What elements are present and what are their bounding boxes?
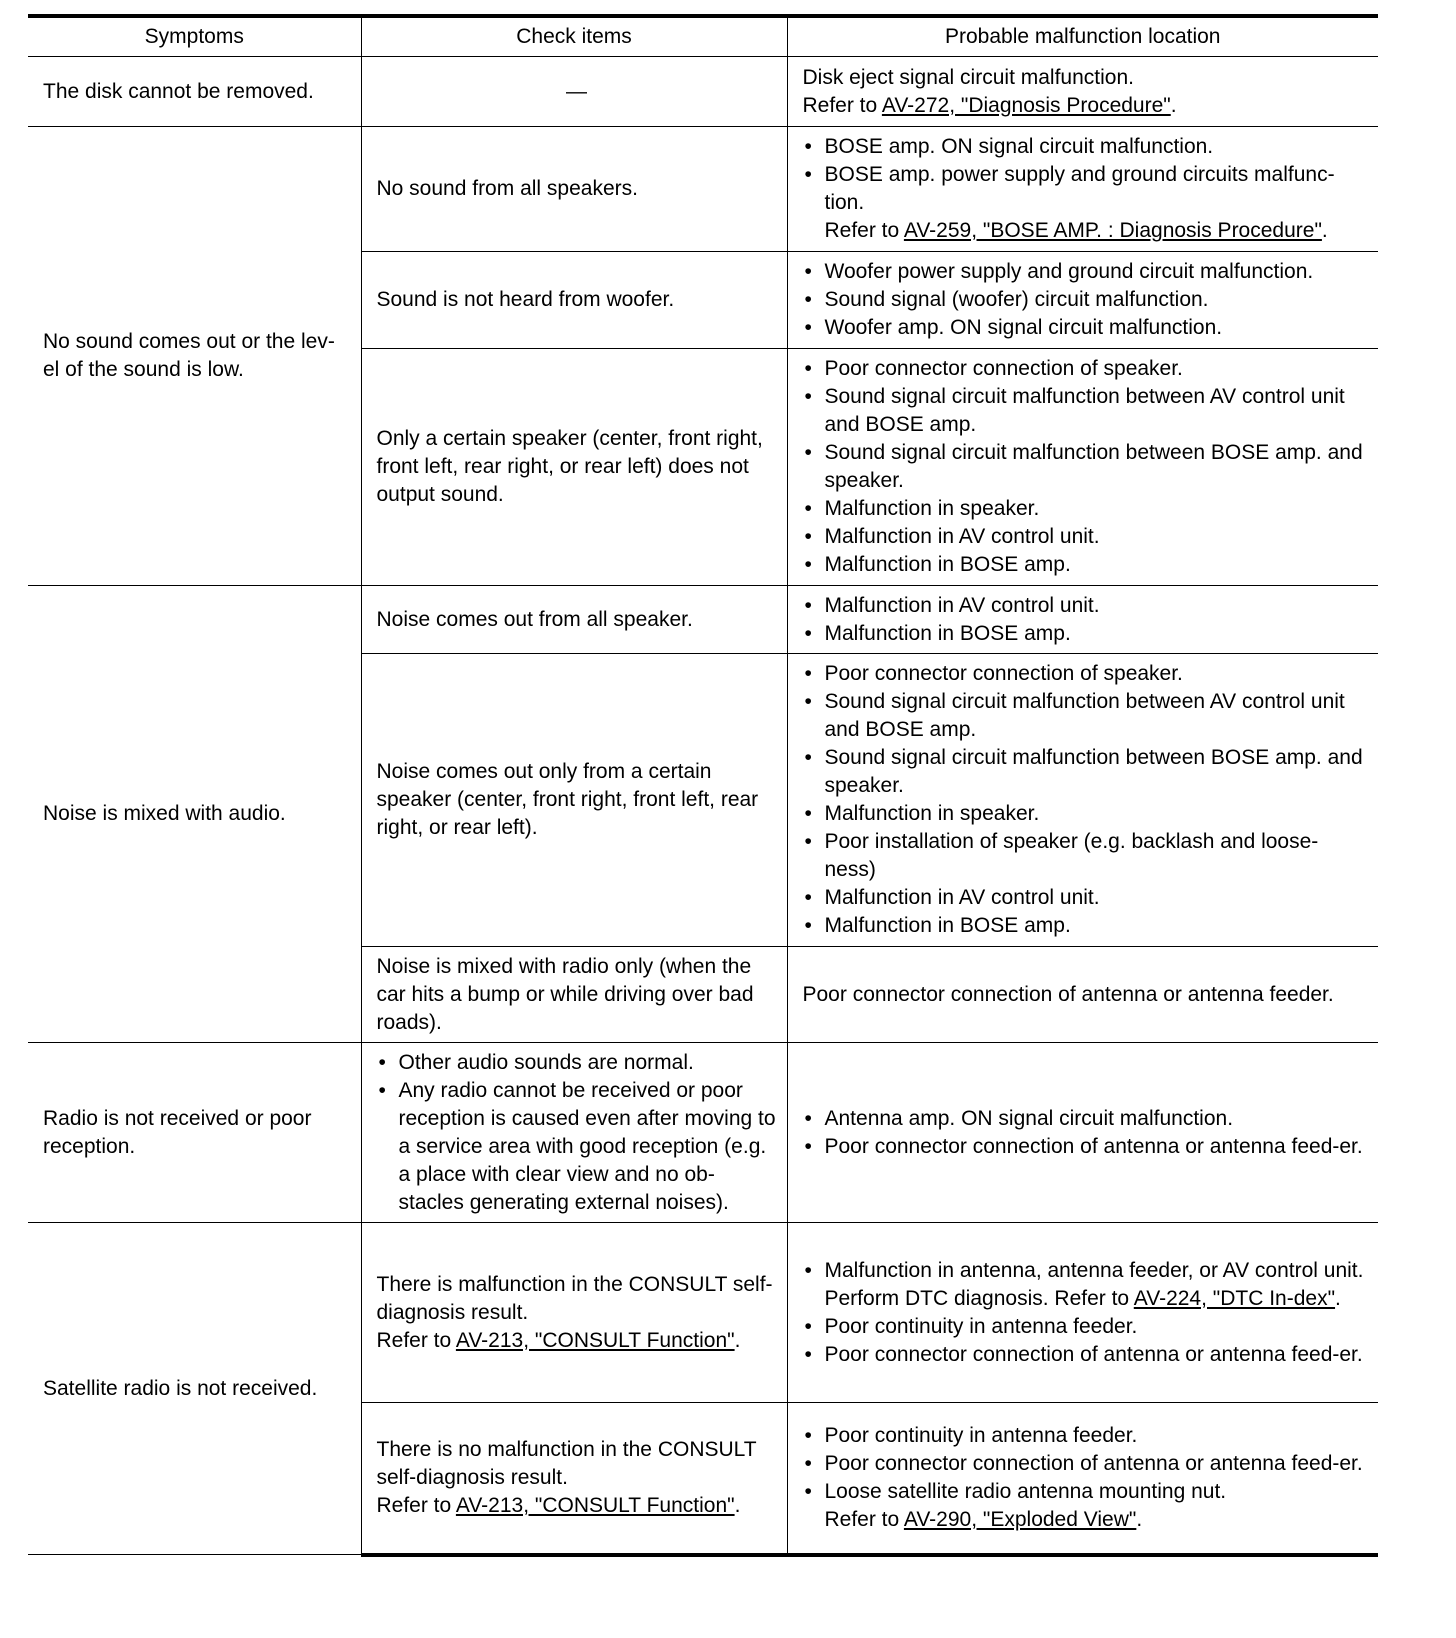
list-item: • Sound signal circuit malfunction between AV control unit and BOSE amp. [803,383,1369,439]
link-av-224[interactable]: AV-224, "DTC In-dex" [1133,1286,1336,1310]
check-cell [361,1403,787,1555]
check-cell [361,1043,787,1223]
list-item: • Poor connector connection of speaker. [803,660,1369,688]
check-cell [361,1223,787,1403]
header-check-items: Check items [361,16,787,57]
list-item: • Sound signal circuit malfunction between AV control unit and BOSE amp. [803,688,1369,744]
location-cell [787,349,1378,586]
location-cell [787,1223,1378,1403]
list-item [803,161,1369,245]
location-cell [787,1403,1378,1555]
check-cell: Sound is not heard from woofer. [361,252,787,349]
list-item: • Sound signal circuit malfunction between BOSE amp. and speaker. [803,439,1369,495]
location-text: Disk eject signal circuit malfunction. [802,65,1134,89]
list-item-text: BOSE amp. power supply and ground circuits malfunc-tion. [824,163,1335,214]
symptom-cell: Satellite radio is not received. [28,1223,361,1555]
list-item: • Poor connector connection of speaker. [803,355,1369,383]
list-item: • Woofer power supply and ground circuit malfunction. [803,258,1369,286]
list-item: • Poor connector connection of antenna or antenna feed-er. [803,1341,1369,1369]
list-item: • BOSE amp. ON signal circuit malfunction. [803,133,1369,161]
refer-prefix: Refer to [376,1493,456,1517]
list-item: • Poor connector connection of antenna or antenna feed-er. [803,1133,1369,1161]
list-item-text: Loose satellite radio antenna mounting nut. [824,1479,1227,1503]
table-row [28,1223,1378,1403]
check-cell: No sound from all speakers. [361,127,787,252]
list-item: • Poor continuity in antenna feeder. [803,1422,1369,1450]
check-cell: Noise comes out from all speaker. [361,586,787,654]
symptom-cell: No sound comes out or the lev-el of the sound is low. [28,127,361,586]
table-row [28,1043,1378,1223]
refer-suffix: . [1335,1286,1341,1310]
link-av-272[interactable]: AV-272, "Diagnosis Procedure" [881,93,1171,117]
list-item [803,1478,1369,1534]
refer-line [803,92,1369,120]
symptom-cell: The disk cannot be removed. [28,57,361,127]
troubleshooting-table [28,14,1378,1557]
list-item: • Malfunction in AV control unit. [803,592,1369,620]
link-av-259[interactable]: AV-259, "BOSE AMP. : Diagnosis Procedure" [903,219,1322,242]
refer-line [377,1327,777,1355]
check-cell: Only a certain speaker (center, front right, front left, rear right, or rear left) does not output sound. [361,349,787,586]
refer-suffix: . [1136,1507,1143,1531]
check-cell: Noise is mixed with radio only (when the car hits a bump or while driving over bad roads). [361,947,787,1043]
list-item: • Sound signal circuit malfunction between BOSE amp. and speaker. [803,744,1369,800]
list-item: • Malfunction in BOSE amp. [803,551,1369,579]
list-item: • Antenna amp. ON signal circuit malfunction. [803,1105,1369,1133]
refer-prefix: Refer to [824,1507,904,1531]
list-item: • Poor installation of speaker (e.g. backlash and loose-ness) [803,828,1369,884]
list-item: • Poor connector connection of antenna or antenna feed-er. [803,1450,1369,1478]
list-item: • Poor continuity in antenna feeder. [803,1313,1369,1341]
list-item: • Other audio sounds are normal. [377,1049,777,1077]
symptom-cell: Radio is not received or poor reception. [28,1043,361,1223]
list-item-text: Malfunction in antenna, antenna feeder, or AV control unit. Perform DTC diagnosis. Refer to [824,1258,1364,1310]
refer-suffix: . [734,1493,741,1517]
list-item: • Malfunction in speaker. [803,800,1369,828]
table-row [28,586,1378,654]
link-av-213[interactable]: AV-213, "CONSULT Function" [455,1493,735,1517]
location-cell: Poor connector connection of antenna or antenna feeder. [787,947,1378,1043]
check-text: There is malfunction in the CONSULT self-diagnosis result. [376,1272,773,1324]
header-symptoms: Symptoms [28,16,361,57]
location-cell [787,654,1378,947]
header-probable-location: Probable malfunction location [787,16,1378,57]
refer-line [377,1492,777,1520]
refer-prefix: Refer to [824,219,904,242]
list-item: • Any radio cannot be received or poor reception is caused even after moving to a service area with good reception (e.g. a place with clear view and no ob-stacles generating external noises). [377,1077,777,1217]
list-item: • Woofer amp. ON signal circuit malfunction. [803,314,1369,342]
list-item [803,1257,1369,1313]
symptom-cell: Noise is mixed with audio. [28,586,361,1043]
link-av-290[interactable]: AV-290, "Exploded View" [903,1507,1137,1531]
check-text: There is no malfunction in the CONSULT self-diagnosis result. [376,1437,757,1489]
location-cell [787,252,1378,349]
check-cell: Noise comes out only from a certain speaker (center, front right, front left, rear right, or rear left). [361,654,787,947]
header-row [28,16,1378,57]
refer-suffix: . [1170,93,1177,117]
location-cell [787,586,1378,654]
refer-suffix: . [734,1328,741,1352]
refer-suffix: . [1321,219,1328,242]
location-cell [787,57,1378,127]
list-item: • Sound signal (woofer) circuit malfunction. [803,286,1369,314]
link-av-213[interactable]: AV-213, "CONSULT Function" [455,1328,735,1352]
check-cell: — [361,57,787,127]
refer-prefix: Refer to [376,1328,456,1352]
list-item: • Malfunction in BOSE amp. [803,912,1369,940]
list-item: • Malfunction in AV control unit. [803,884,1369,912]
table-row [28,57,1378,127]
list-item: • Malfunction in BOSE amp. [803,620,1369,648]
list-item: • Malfunction in speaker. [803,495,1369,523]
location-cell [787,1043,1378,1223]
list-item: • Malfunction in AV control unit. [803,523,1369,551]
table-row [28,127,1378,252]
refer-prefix: Refer to [802,93,882,117]
location-cell [787,127,1378,252]
